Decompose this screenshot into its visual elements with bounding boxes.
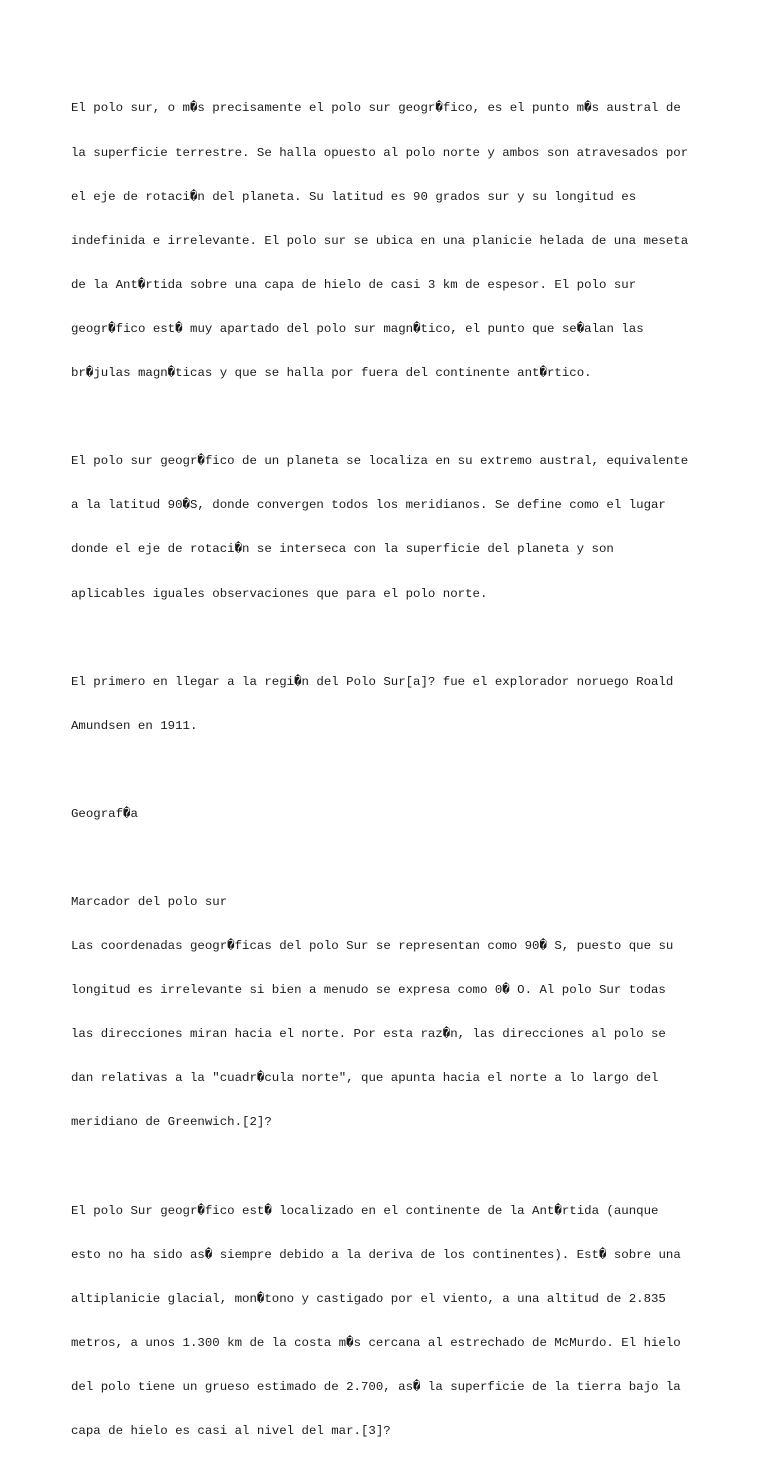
text-line: donde el eje de rotaci�n se interseca con la superficie del planeta y son [71, 542, 614, 557]
text-line: capa de hielo es casi al nivel del mar.[3]? [71, 1424, 391, 1439]
text-line: del polo tiene un grueso estimado de 2.700, as� la superficie de la tierra bajo la [71, 1380, 681, 1395]
paragraph-definition [71, 425, 711, 631]
text-line: esto no ha sido as� siempre debido a la deriva de los continentes). Est� sobre una [71, 1247, 681, 1262]
text-line: Geograf�a [71, 806, 138, 821]
text-line: Amundsen en 1911. [71, 718, 198, 733]
paragraph-intro [71, 72, 711, 410]
text-line: metros, a unos 1.300 km de la costa m�s cercana al estrechado de McMurdo. El hielo [71, 1335, 681, 1350]
text-line: a la latitud 90�S, donde convergen todos los meridianos. Se define como el lugar [71, 498, 666, 513]
text-line: el eje de rotaci�n del planeta. Su latitud es 90 grados sur y su longitud es [71, 189, 637, 204]
document-body [71, 72, 711, 1483]
text-line: altiplanicie glacial, mon�tono y castigado por el viento, a una altitud de 2.835 [71, 1291, 666, 1306]
paragraph-first-arrival [71, 645, 711, 763]
text-line: longitud es irrelevante si bien a menudo se expresa como 0� O. Al polo Sur todas [71, 983, 666, 998]
paragraph-location [71, 1174, 711, 1468]
text-line: El polo Sur geogr�fico est� localizado en el continente de la Ant�rtida (aunque [71, 1203, 659, 1218]
text-line: de la Ant�rtida sobre una capa de hielo de casi 3 km de espesor. El polo sur [71, 277, 637, 292]
text-line: la superficie terrestre. Se halla opuesto al polo norte y ambos son atravesados por [71, 145, 689, 160]
text-line: indefinida e irrelevante. El polo sur se ubica en una planicie helada de una meseta [71, 233, 689, 248]
text-line: El polo sur, o m�s precisamente el polo sur geogr�fico, es el punto m�s austral de [71, 101, 681, 116]
text-line: las direcciones miran hacia el norte. Por esta raz�n, las direcciones al polo se [71, 1027, 666, 1042]
section-heading-geografia [71, 777, 711, 851]
text-line: meridiano de Greenwich.[2]? [71, 1115, 272, 1130]
text-line: br�julas magn�ticas y que se halla por fuera del continente ant�rtico. [71, 366, 592, 381]
paragraph-marker [71, 866, 711, 1160]
text-line: Las coordenadas geogr�ficas del polo Sur se representan como 90� S, puesto que su [71, 939, 674, 954]
text-line: Marcador del polo sur [71, 894, 228, 909]
text-line: El primero en llegar a la regi�n del Polo Sur[a]? fue el explorador noruego Roald [71, 674, 674, 689]
text-line: El polo sur geogr�fico de un planeta se localiza en su extremo austral, equivalente [71, 454, 689, 469]
text-line: geogr�fico est� muy apartado del polo sur magn�tico, el punto que se�alan las [71, 321, 644, 336]
text-line: aplicables iguales observaciones que para el polo norte. [71, 586, 488, 601]
text-line: dan relativas a la "cuadr�cula norte", que apunta hacia el norte a lo largo del [71, 1071, 659, 1086]
